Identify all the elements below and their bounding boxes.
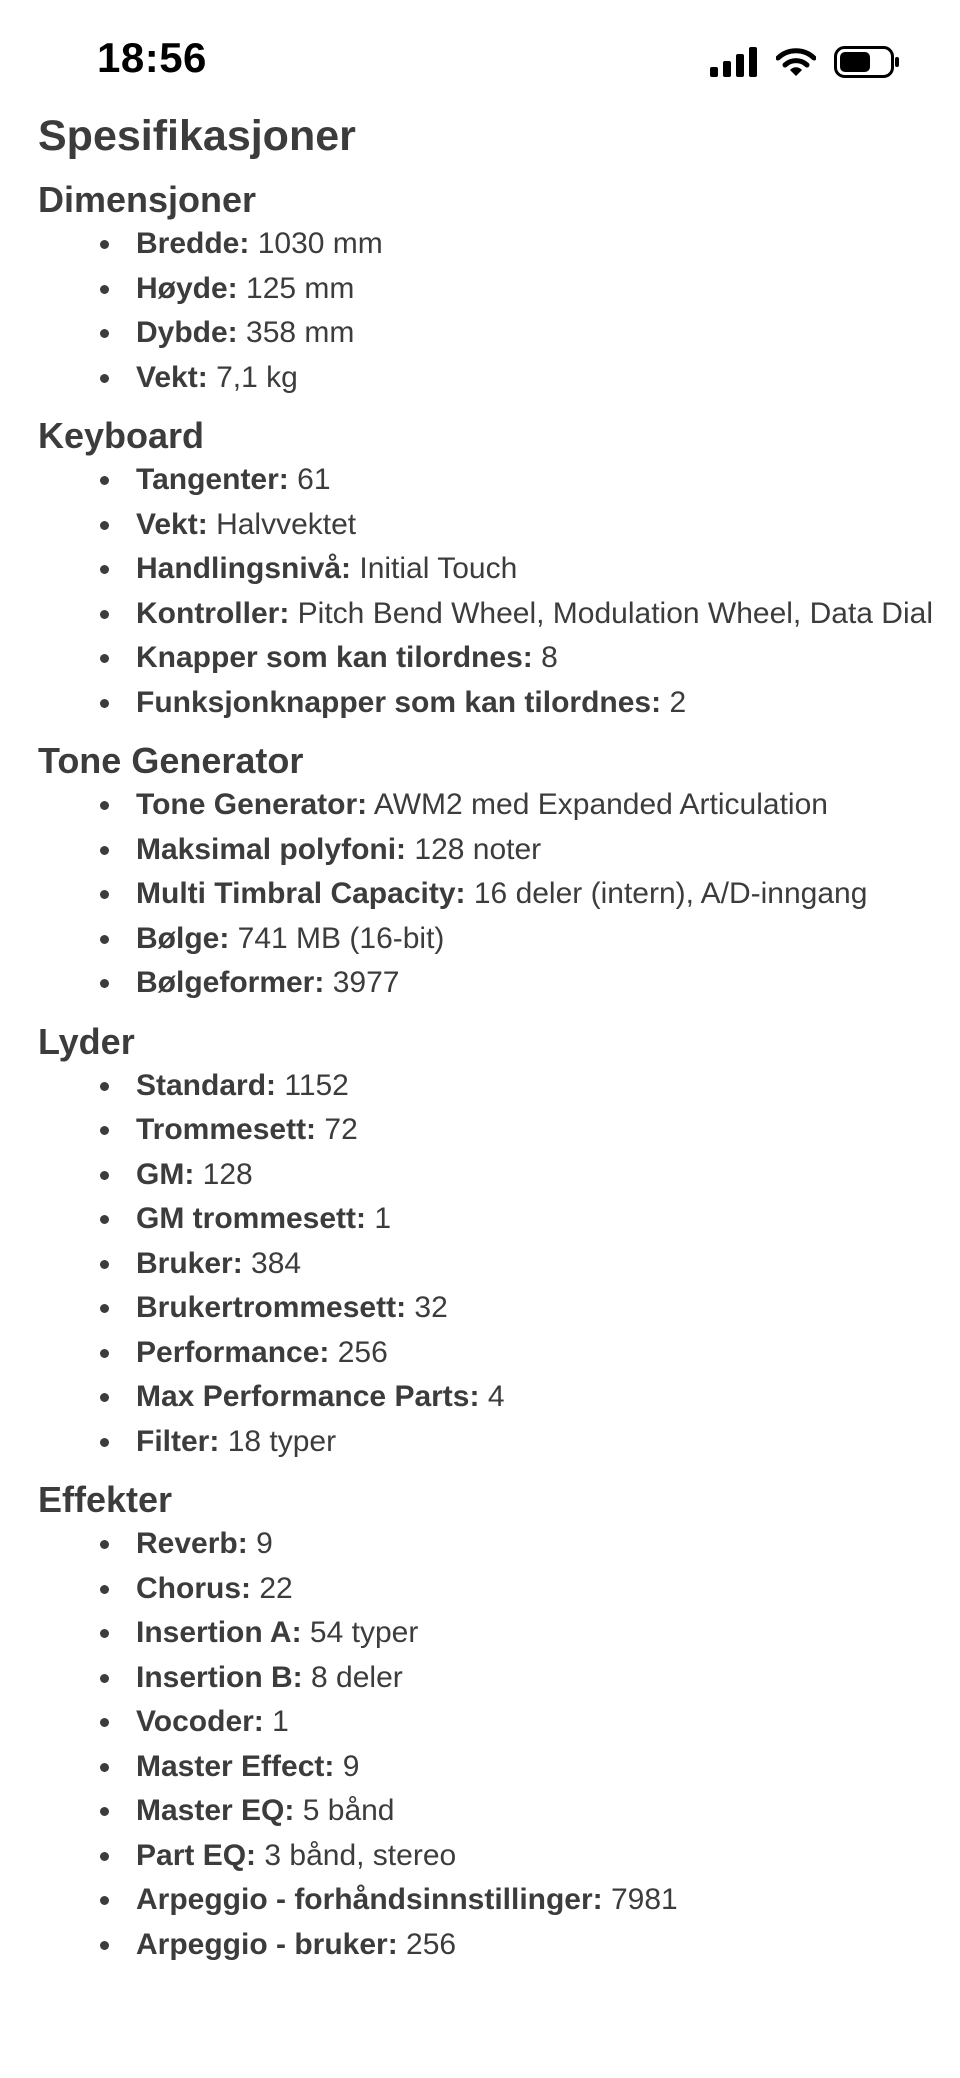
spec-label: Brukertrommesett: [136, 1291, 407, 1324]
spec-value: Halvvektet [216, 507, 357, 541]
spec-section [38, 1020, 938, 1465]
wifi-icon [776, 47, 816, 82]
spec-content [38, 108, 938, 1967]
spec-label: Høyde: [136, 271, 238, 305]
spec-item [38, 311, 938, 356]
spec-item [38, 1656, 938, 1701]
spec-item [38, 1789, 938, 1834]
spec-label: Multi Timbral Capacity: [136, 877, 466, 910]
spec-label: Max Performance Parts: [136, 1380, 480, 1413]
spec-label: Vekt: [136, 507, 208, 541]
spec-label: Kontroller: [136, 596, 290, 630]
spec-item [38, 547, 938, 592]
spec-value: 2 [669, 685, 687, 719]
spec-value: 125 mm [246, 271, 355, 305]
spec-item [38, 636, 938, 681]
spec-value: 8 [541, 641, 558, 674]
spec-section [38, 1478, 938, 1967]
spec-item [38, 503, 938, 548]
section-heading: Keyboard [38, 415, 205, 456]
spec-item [38, 356, 938, 401]
spec-item [38, 1878, 938, 1923]
spec-label: GM trommesett: [136, 1202, 367, 1235]
spec-item [38, 1420, 938, 1465]
spec-value: 256 [337, 1335, 388, 1369]
spec-label: Master EQ: [136, 1794, 295, 1827]
spec-section [38, 739, 938, 1006]
spec-label: Filter: [136, 1424, 220, 1458]
spec-label: Vocoder: [136, 1705, 264, 1738]
spec-item [38, 1375, 938, 1420]
spec-item [38, 961, 938, 1006]
status-icons [710, 46, 900, 83]
spec-value: 9 [256, 1527, 273, 1560]
spec-value: 128 [202, 1157, 253, 1191]
spec-item [38, 1242, 938, 1287]
spec-value: 16 deler (intern), A/D-inngang [473, 877, 868, 910]
spec-label: Bredde: [136, 227, 250, 260]
spec-label: Arpeggio - forhåndsinnstillinger: [136, 1883, 603, 1916]
spec-item [38, 917, 938, 962]
spec-label: Funksjonknapper som kan tilordnes: [136, 685, 662, 719]
spec-value: 256 [406, 1927, 457, 1961]
spec-value: Initial Touch [359, 552, 518, 585]
spec-sections [38, 178, 938, 1967]
spec-item [38, 1108, 938, 1153]
spec-section [38, 414, 938, 725]
spec-value: 3 bånd, stereo [264, 1838, 457, 1872]
spec-value: 4 [487, 1380, 505, 1413]
spec-value: 18 typer [227, 1424, 337, 1458]
spec-value: 3977 [332, 966, 400, 999]
spec-value: 1 [374, 1202, 392, 1235]
spec-label: Bruker: [136, 1246, 243, 1280]
spec-list [38, 222, 938, 400]
spec-item [38, 1286, 938, 1331]
spec-label: Vekt: [136, 360, 208, 394]
spec-label: Tone Generator: [136, 788, 368, 821]
spec-item [38, 1153, 938, 1198]
spec-label: Dybde: [136, 316, 238, 349]
spec-value: 72 [324, 1113, 358, 1146]
spec-label: Bølgeformer: [136, 966, 325, 999]
spec-item [38, 872, 938, 917]
spec-value: 1152 [284, 1068, 349, 1102]
spec-item [38, 1331, 938, 1376]
spec-item [38, 1700, 938, 1745]
spec-item [38, 1745, 938, 1790]
section-heading: Effekter [38, 1479, 173, 1520]
spec-item [38, 1522, 938, 1567]
spec-label: Insertion B: [136, 1660, 303, 1694]
spec-value: 54 typer [309, 1616, 419, 1649]
spec-item [38, 458, 938, 503]
spec-label: Insertion A: [136, 1616, 302, 1649]
spec-item [38, 1064, 938, 1109]
battery-icon [834, 46, 900, 83]
spec-label: Part EQ: [136, 1838, 257, 1872]
spec-value: 61 [297, 463, 331, 496]
spec-item [38, 681, 938, 726]
spec-label: Reverb: [136, 1527, 248, 1560]
spec-list [38, 1064, 938, 1465]
spec-value: 9 [342, 1749, 360, 1783]
spec-value: 1 [272, 1705, 289, 1738]
spec-item [38, 828, 938, 873]
page-title: Spesifikasjoner [38, 112, 356, 160]
spec-value: 5 bånd [302, 1794, 395, 1827]
spec-value: 7981 [611, 1883, 678, 1916]
cellular-signal-icon [710, 47, 758, 82]
spec-item [38, 1567, 938, 1612]
spec-item [38, 222, 938, 267]
spec-value: 1030 mm [257, 227, 383, 260]
spec-label: Chorus: [136, 1571, 251, 1605]
section-heading: Dimensjoner [38, 179, 257, 220]
spec-item [38, 1834, 938, 1879]
spec-item [38, 592, 938, 637]
spec-label: Standard: [136, 1068, 277, 1102]
spec-value: 128 noter [414, 832, 542, 866]
spec-label: GM: [136, 1157, 195, 1191]
status-bar [0, 0, 960, 110]
section-heading: Lyder [38, 1020, 135, 1062]
spec-value: 384 [251, 1246, 302, 1280]
spec-value: 7,1 kg [216, 360, 298, 394]
spec-label: Knapper som kan tilordnes: [136, 641, 533, 674]
spec-section [38, 178, 938, 400]
spec-label: Performance: [136, 1335, 330, 1369]
spec-label: Arpeggio - bruker: [136, 1927, 398, 1961]
spec-value: 741 MB (16-bit) [237, 921, 445, 955]
spec-label: Maksimal polyfoni: [136, 832, 407, 866]
spec-list [38, 458, 938, 725]
spec-item [38, 1611, 938, 1656]
spec-item [38, 1197, 938, 1242]
spec-label: Trommesett: [136, 1113, 317, 1146]
spec-value: 32 [414, 1291, 448, 1324]
spec-label: Handlingsnivå: [136, 552, 352, 585]
spec-item [38, 267, 938, 312]
spec-value: 22 [259, 1571, 293, 1605]
spec-value: Pitch Bend Wheel, Modulation Wheel, Data Dial [297, 596, 933, 630]
spec-value: 8 deler [311, 1660, 403, 1694]
spec-list [38, 783, 938, 1006]
spec-value: 358 mm [246, 316, 355, 349]
spec-list [38, 1522, 938, 1967]
spec-item [38, 783, 938, 828]
status-time: 18:56 [97, 34, 207, 81]
spec-label: Bølge: [136, 921, 230, 955]
spec-value: AWM2 med Expanded Articulation [373, 788, 828, 821]
spec-item [38, 1923, 938, 1968]
spec-label: Tangenter: [136, 463, 289, 496]
section-heading: Tone Generator [38, 740, 304, 781]
spec-label: Master Effect: [136, 1749, 335, 1783]
